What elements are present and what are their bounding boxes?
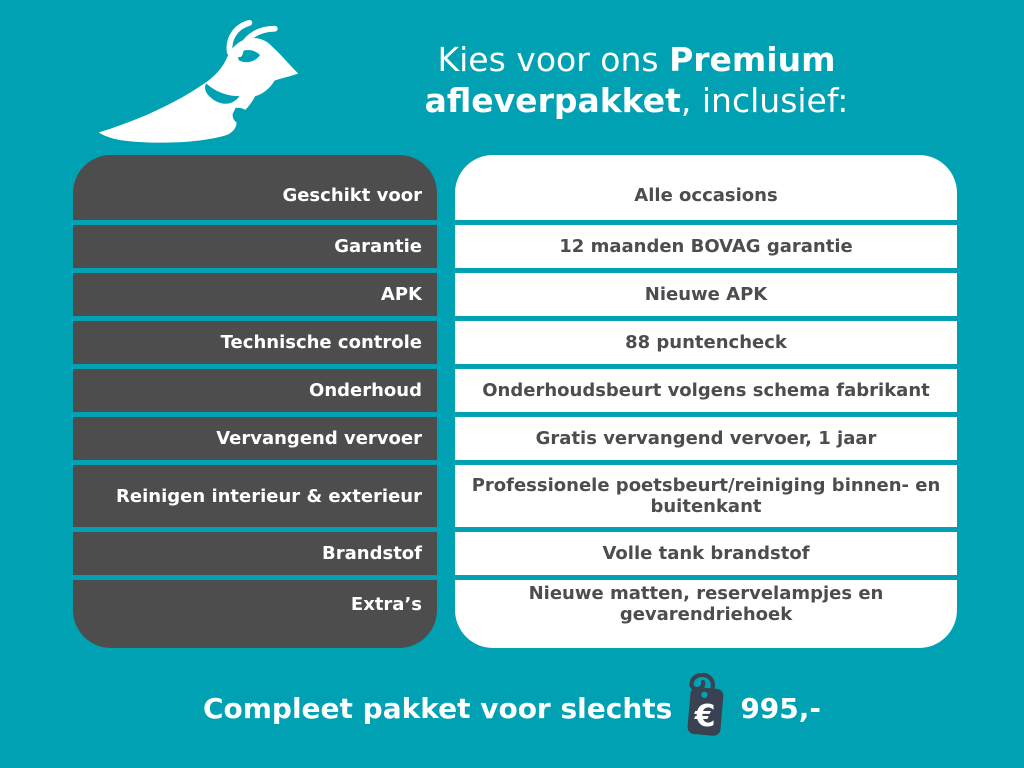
euro-symbol: € (694, 699, 716, 734)
table-row-value: 88 puntencheck (455, 321, 957, 364)
table-row-label: APK (73, 273, 437, 316)
table-row-label: Extra’s (73, 580, 437, 648)
table-row-value: Volle tank brandstof (455, 532, 957, 575)
table-row-label: Brandstof (73, 532, 437, 575)
table-row-value: Onderhoudsbeurt volgens schema fabrikant (455, 369, 957, 412)
table-row-value: Gratis vervangend vervoer, 1 jaar (455, 417, 957, 460)
tag-string (692, 675, 713, 690)
title-bold-1: Premium (669, 39, 836, 79)
table-row-value: Nieuwe APK (455, 273, 957, 316)
table-row-value: Nieuwe matten, reservelampjes en gevarendriehoek (455, 580, 957, 648)
footer-price-line (0, 648, 1024, 768)
price-tag-icon (683, 673, 729, 737)
label-column (73, 155, 437, 648)
table-row-value: 12 maanden BOVAG garantie (455, 225, 957, 268)
table-row-label: Technische controle (73, 321, 437, 364)
table-row-value: Professionele poetsbeurt/reiniging binnen- en buitenkant (455, 465, 957, 527)
page-title (304, 40, 969, 122)
table-row-label: Onderhoud (73, 369, 437, 412)
table-row-value: Alle occasions (455, 155, 957, 220)
package-table (73, 155, 957, 648)
table-row-label: Garantie (73, 225, 437, 268)
title-regular-1: Kies voor ons (437, 39, 670, 79)
title-regular-2: , inclusief: (680, 80, 849, 120)
lapwing-bird-icon (92, 15, 304, 147)
value-column (455, 155, 957, 648)
header (0, 0, 1024, 155)
table-row-label: Geschikt voor (73, 155, 437, 220)
footer-price: 995,- (740, 691, 822, 725)
table-row-label: Reinigen interieur & exterieur (73, 465, 437, 527)
title-bold-2: afleverpakket (424, 80, 681, 120)
table-row-label: Vervangend vervoer (73, 417, 437, 460)
footer-text: Compleet pakket voor slechts (202, 691, 673, 725)
